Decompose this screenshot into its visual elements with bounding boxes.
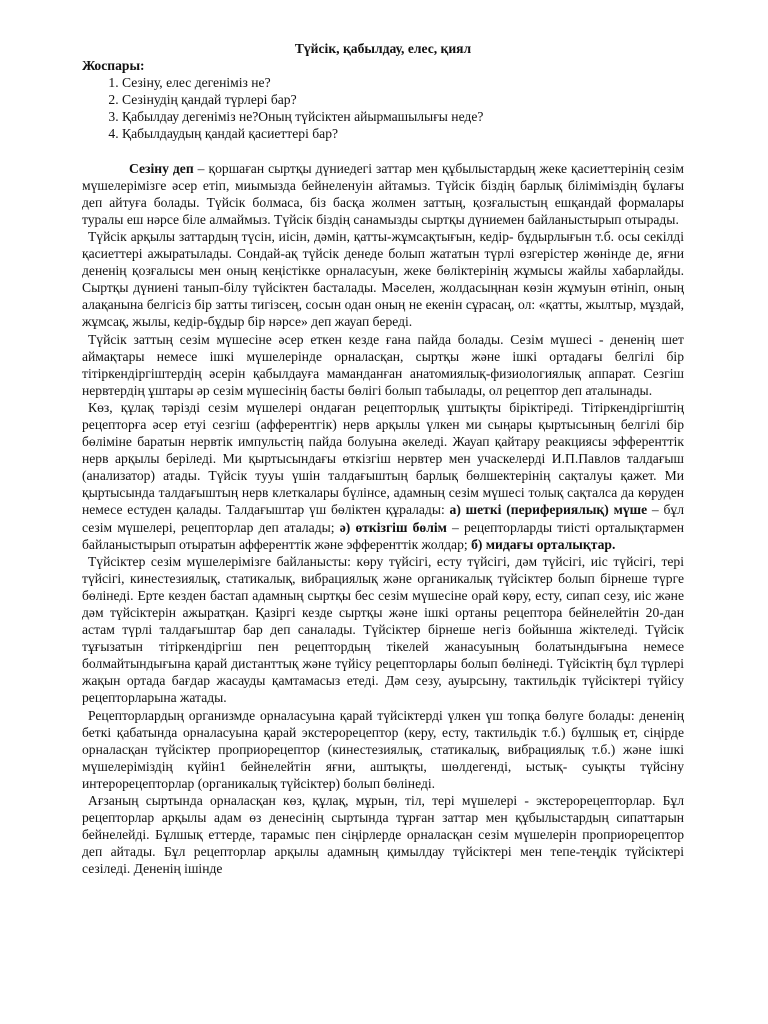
plan-list [82, 74, 684, 142]
paragraph-4-mid1: – бұл сезім мүшелері, рецепторлар деп аталады; [82, 502, 684, 535]
paragraph-4-text: Көз, құлақ тәрізді сезім мүшелері ондаған рецепторлық ұштықты біріктіреді. Тітіркендіргіштің рецепторға әсер етуі сезгіш (афферентгік) нерв арқылы үлкен ми сыңары қыртысының белгілі бір бөліміне баратын нервтік импульстің пайда болуына әкеледі. Жауап қайтару реакциясы эфференттік нерв арқылы беріледі. Ми қыртысындағы өткізгіш нервтер мен учаскелерді И.П.Павлов талдағыш (анализатор) атады. Түйсік тууы үшін талдағыштың барлық бөлшектерінің сақталуы қажет. Ми қыртысында талдағыштың нерв клеткалары бүлінсе, адамның сезім мүшесі толық сақталса да көруден немесе естуден қалады. Талдағыштар үш бөліктен құралады: [82, 399, 684, 518]
analyzer-part-c: б) мидағы орталықтар. [471, 536, 616, 552]
plan-item: 1. Сезіну, елес дегеніміз не? [122, 74, 684, 91]
plan-item: 3. Қабылдау дегеніміз не?Оның түйсіктен айырмашылығы неде? [122, 108, 684, 125]
definition-text: – қоршаған сыртқы дүниедегі заттар мен құбылыстардың жеке қасиеттерінің сезім мүшелерімізге әсер етіп, миымызда бейнеленуін айтамыз. Түйсік біздің барлық біліміміздің бұлағы деп айтуға болады. Түйсік болмаса, біз басқа жолмен заттың, қозғалыстың ешқандай формалары туралы еш нәрсе біле алмаймыз. Түйсік біздің санамызды сыртқы дүниемен байланыстырып отырады. [82, 160, 684, 227]
paragraph-7: Ағзаның сыртында орналасқан көз, құлақ, мұрын, тіл, тері мүшелері - экстерорецепторлар. Бұл рецепторлар арқылы адам өз денесінің сыртында тұрған заттар мен құбылыстардың сипаттарын бейнелейді. Бұлшық еттерде, тарамыс пен сіңірлерде орналасқан сезім мүшелерін проприорецептор деп айтады. Бұл рецепторлар арқылы адамның қимылдау түйсіктері мен тепе-теңдік түйсіктері сезіледі. Дененің ішінде [82, 793, 684, 877]
paragraph-definition [82, 160, 684, 228]
paragraph-6: Рецепторлардың организмде орналасуына қарай түйсіктерді үлкен үш топқа бөлуге болады: дененің беткі қабатында орналасуына қарай экстерорецептор (керу, есту, тактильдік т.б.) бұлшық ет, сіңірде орналасқан түйсіктер проприорецептор (кинестезиялық, статикалық, вибрациялық т.б.) және ішкі мүшелеріміздің күйін1 бейнелейтін яғни, аштықты, шөлдегенді, ыстық- суықты түйсіну интерорецепторлар (органикалық түйсіктер) болып бөлінеді. [82, 707, 684, 791]
plan-heading: Жоспары: [82, 58, 145, 74]
plan-item: 4. Қабылдаудың қандай қасиеттері бар? [122, 125, 684, 142]
analyzer-part-a: а) шеткі (перифериялық) мүше [449, 502, 648, 518]
paragraph-4-mid2: – рецепторларды тиісті орталықтармен байланыстырып отыратын афференттік және эфференттік жолдар; [82, 519, 685, 552]
plan-item: 2. Сезінудің қандай түрлері бар? [122, 91, 684, 108]
definition-term: Сезіну деп [129, 160, 194, 176]
blank-line [82, 143, 684, 160]
paragraph-3: Түйсік заттың сезім мүшесіне әсер еткен кезде ғана пайда болады. Сезім мүшесі - дененің шет аймақтары немесе ішкі мүшелерінде орналасқан, сыртқы және ішкі ортадағы белгілі бір тітіркендіргіштердің әсерін қабылдауға маманданған анатомиялық-физиологиялық аппарат. Сезгіш нервтердің ұштары әр сезім мүшесінің басты бөлігі болып табылады, ол рецептор деп аталынады. [82, 331, 684, 398]
paragraph-5: Түйсіктер сезім мүшелерімізге байланысты: көру түйсігі, есту түйсігі, дәм түйсігі, иіс түйсігі, тері түйсігі, кинестезиялық, статикалық, вибрациялық және органикалық түйсіктер болып бірнеше түрге бөлінеді. Ерте кезден бастап адамның сыртқы бес сезім мүшесіне орай көру, есту, сипап сезу, иіс және дәм түйсіктерін ажыратқан. Қазіргі кезде сыртқы және ішкі ортаны рецептора бейнелейтін 20-дан астам түрлі талдағыштар бар деп саналады. Түйсіктер бірнеше негіз бойынша жіктеледі. Түйсік тұғызатын тітіркендіргіш пен рецептордың тікелей жанасуының болатындығына немесе болмайтындығына қарай дистанттық және түйісу рецепторлары болып бөлінеді. Түйсіктің бұл түрлері жақын ортада бағдар жасауды қамтамасыз етеді. Дәм сезу, ауырсыну, тактильдік түйсіктері түйісу рецепторларына жатады. [82, 553, 684, 706]
analyzer-part-b: ә) өткізгіш бөлім [339, 519, 447, 535]
paragraph-2: Түйсік арқылы заттардың түсін, иісін, дәмін, қатты-жұмсақтығын, кедір- бұдырлығын т.б. осы секілді қасиеттері ажыратылады. Сондай-ақ түйсік денеде болып жататын түрлі өзгерістер жөнінде де, яғни дененің қозғалысы мен оның кеңістікке орналасуын, жеке бөліктерінің жұмысы жайлы хабарлайды. Сыртқы дүниені танып-білу түйсіктен басталады. Мәселен, жолдасыңнан көзін жұмуын өтініп, оның алақанына белгісіз бір затты тигізсең, сосын одан оның не екенін сұрасаң, ол: «қатты, жылтыр, мұздай, жұмсақ, жылы, кедір-бұдыр бір нәрсе» деп жауап береді. [82, 228, 684, 330]
document-title: Түйсік, қабылдау, елес, қиял [294, 41, 472, 56]
paragraph-4 [82, 399, 684, 553]
